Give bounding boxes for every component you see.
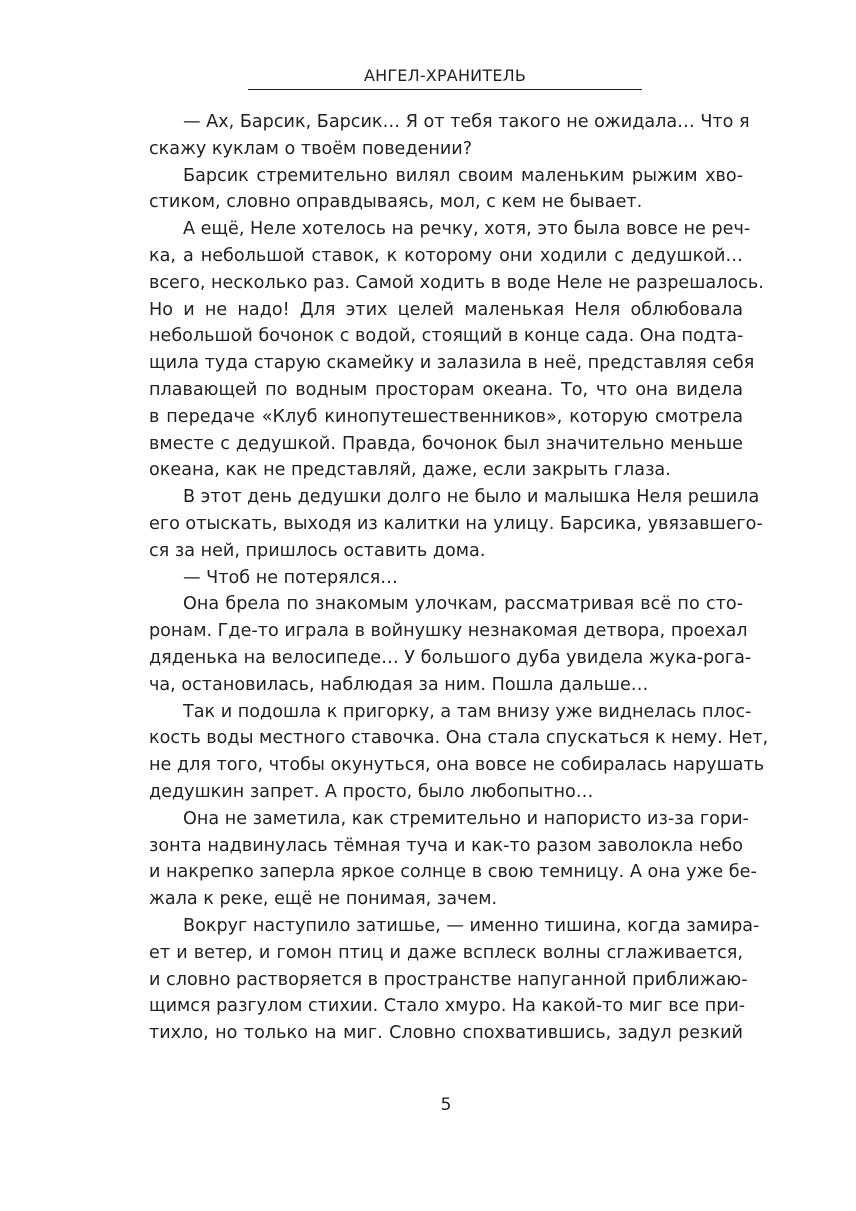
page-number: 5 — [440, 1095, 452, 1115]
text-line: ка, а небольшой ставок, к которому они ходили с дедушкой… — [149, 245, 743, 266]
text-line: вместе с дедушкой. Правда, бочонок был значительно меньше — [149, 433, 743, 454]
text-line: — Чтоб не потерялся… — [183, 567, 398, 588]
text-line: ча, остановилась, наблюдая за ним. Пошла дальше… — [149, 674, 649, 695]
text-line: в передаче «Клуб кинопутешественников», которую смотрела — [149, 406, 743, 427]
text-line: скажу куклам о твоём поведении? — [149, 138, 473, 159]
text-line: Вокруг наступило затишье, — именно тишина, когда замира- — [183, 915, 760, 936]
text-line: плавающей по водным просторам океана. То, что она видела — [149, 379, 743, 400]
text-line: В этот день дедушки долго не было и малышка Неля решила — [183, 487, 760, 508]
text-line: дедушкин запрет. А просто, было любопытно… — [149, 781, 594, 802]
text-line: Так и подошла к пригорку, а там внизу уже виднелась плос- — [183, 701, 752, 722]
text-line: стиком, словно оправдываясь, мол, с кем не бывает. — [149, 192, 643, 213]
text-line: Она не заметила, как стремительно и напористо из-за гори- — [183, 808, 749, 829]
text-line: жала к реке, ещё не понимая, зачем. — [149, 889, 498, 910]
text-line: его отыскать, выходя из калитки на улицу. Барсика, увязавшего- — [149, 513, 763, 534]
text-line: — Ах, Барсик, Барсик… Я от тебя такого не ожидала… Что я — [183, 112, 750, 132]
text-line: Барсик стремительно вилял своим маленьким рыжим хво- — [183, 165, 743, 186]
text-line: зонта надвинулась тёмная туча и как-то разом заволокла небо — [149, 835, 743, 856]
text-line: всего, несколько раз. Самой ходить в воде Неле не разрешалось. — [149, 272, 764, 293]
text-line: щила туда старую скамейку и залазила в неё, представляя себя — [149, 353, 755, 374]
text-line: ет и ветер, и гомон птиц и даже всплеск волны сглаживается, — [149, 942, 743, 963]
text-line: небольшой бочонок с водой, стоящий в конце сада. Она подта- — [149, 326, 744, 347]
text-line: щимся разгулом стихии. Стало хмуро. На какой-то миг все при- — [149, 996, 746, 1017]
text-line: Но и не надо! Для этих целей маленькая Неля облюбовала — [149, 299, 743, 320]
running-header: АНГЕЛ-ХРАНИТЕЛЬ — [248, 66, 642, 90]
text-line: и словно растворяется в пространстве напуганной приближаю- — [149, 969, 748, 990]
text-line: не для того, чтобы окунуться, она вовсе не собиралась нарушать — [149, 755, 765, 776]
text-line: тихло, но только на миг. Словно спохватившись, задул резкий — [149, 1023, 743, 1044]
text-line: океана, как не представляй, даже, если закрыть глаза. — [149, 460, 671, 481]
text-line: ся за ней, пришлось оставить дома. — [149, 540, 486, 561]
text-line: дяденька на велосипеде… У большого дуба увидела жука-рога- — [149, 647, 752, 668]
text-line: кость воды местного ставочка. Она стала спускаться к нему. Нет, — [149, 728, 769, 749]
text-line: и накрепко заперла яркое солнце в свою темницу. А она уже бе- — [149, 862, 757, 883]
text-line: А ещё, Неле хотелось на речку, хотя, это была вовсе не реч- — [183, 219, 751, 240]
text-line: Она брела по знакомым улочкам, рассматривая всё по сто- — [183, 594, 743, 615]
text-body — [149, 109, 769, 1047]
text-line: ронам. Где-то играла в войнушку незнакомая детвора, проехал — [149, 621, 748, 642]
